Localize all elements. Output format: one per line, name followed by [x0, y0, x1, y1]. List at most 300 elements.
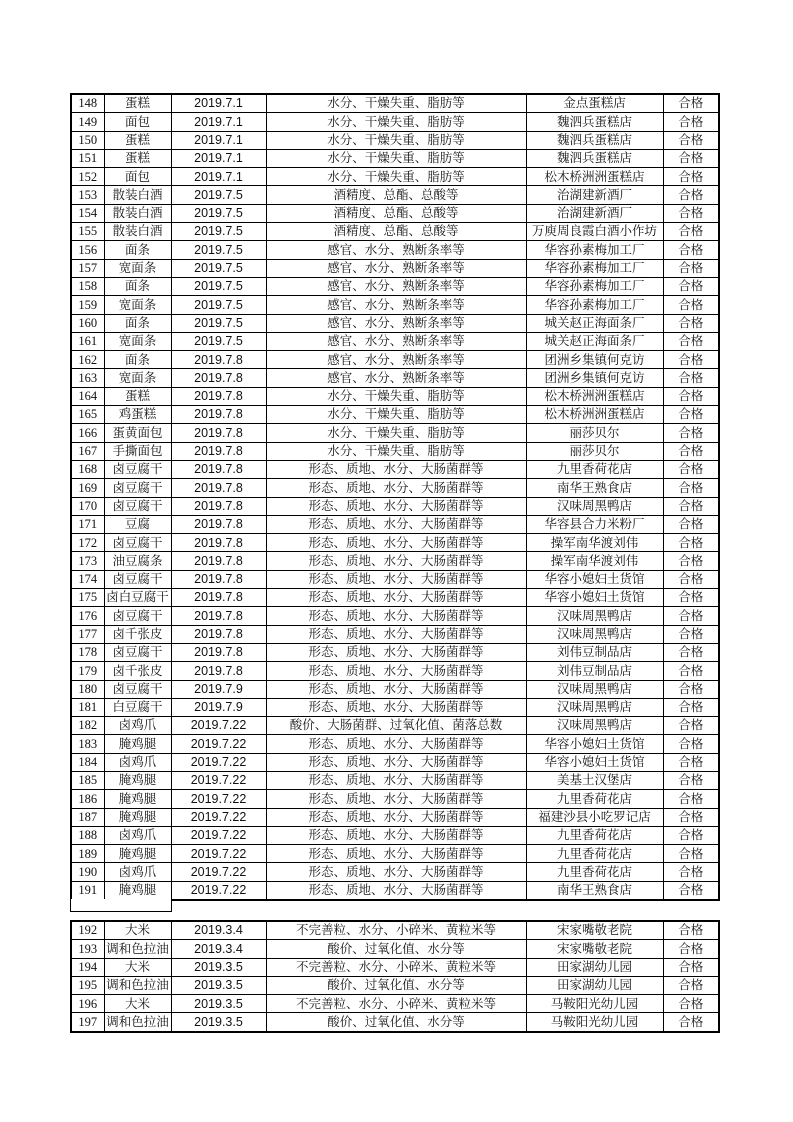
table-row: [71, 296, 719, 314]
cell-sampled-unit: 九里香荷花店: [526, 863, 663, 881]
cell-food-name: 腌鸡腿: [104, 808, 171, 826]
cell-sample-date: 2019.7.5: [171, 259, 266, 277]
cell-row-index: 190: [71, 863, 104, 881]
table-row: [71, 515, 719, 533]
cell-test-items: 形态、质地、水分、大肠菌群等: [266, 881, 526, 900]
table-row: [71, 442, 719, 460]
cell-row-index: 148: [71, 94, 104, 113]
cell-result: 合格: [663, 168, 719, 186]
cell-sampled-unit: 九里香荷花店: [526, 826, 663, 844]
cell-result: 合格: [663, 753, 719, 771]
cell-test-items: 酒精度、总酯、总酸等: [266, 204, 526, 222]
cell-food-name: 卤豆腐干: [104, 479, 171, 497]
cell-sample-date: 2019.3.4: [171, 940, 266, 958]
cell-sample-date: 2019.7.8: [171, 607, 266, 625]
table-row: [71, 223, 719, 241]
cell-sample-date: 2019.7.22: [171, 826, 266, 844]
cell-result: 合格: [663, 921, 719, 940]
cell-result: 合格: [663, 976, 719, 994]
cell-sample-date: 2019.7.8: [171, 534, 266, 552]
cell-food-name: 宽面条: [104, 259, 171, 277]
cell-result: 合格: [663, 1013, 719, 1032]
cell-food-name: 面包: [104, 168, 171, 186]
table-row: [71, 149, 719, 167]
cell-food-name: 面条: [104, 351, 171, 369]
cell-sample-date: 2019.7.8: [171, 387, 266, 405]
table-row: [71, 643, 719, 661]
cell-test-items: 酸价、过氧化值、水分等: [266, 940, 526, 958]
cell-test-items: 感官、水分、熟断条率等: [266, 277, 526, 295]
cell-test-items: 形态、质地、水分、大肠菌群等: [266, 735, 526, 753]
cell-result: 合格: [663, 479, 719, 497]
cell-sample-date: 2019.7.22: [171, 771, 266, 789]
cell-sample-date: 2019.7.1: [171, 168, 266, 186]
cell-test-items: 感官、水分、熟断条率等: [266, 332, 526, 350]
cell-result: 合格: [663, 387, 719, 405]
cell-row-index: 164: [71, 387, 104, 405]
table-row: [71, 552, 719, 570]
table-row: [71, 881, 719, 900]
cell-food-name: 调和色拉油: [104, 940, 171, 958]
cell-test-items: 不完善粒、水分、小碎米、黄粒米等: [266, 995, 526, 1013]
cell-row-index: 166: [71, 424, 104, 442]
cell-sampled-unit: 丽莎贝尔: [526, 424, 663, 442]
cell-food-name: 油豆腐条: [104, 552, 171, 570]
table-row: [71, 497, 719, 515]
cell-test-items: 感官、水分、熟断条率等: [266, 296, 526, 314]
cell-sampled-unit: 马鞍阳光幼儿园: [526, 1013, 663, 1032]
cell-sample-date: 2019.7.8: [171, 515, 266, 533]
cell-result: 合格: [663, 625, 719, 643]
cell-food-name: 腌鸡腿: [104, 881, 171, 900]
table-row: [71, 607, 719, 625]
table-row: [71, 241, 719, 259]
cell-result: 合格: [663, 424, 719, 442]
cell-test-items: 水分、干燥失重、脂肪等: [266, 406, 526, 424]
table-body: [71, 94, 719, 900]
cell-test-items: 水分、干燥失重、脂肪等: [266, 149, 526, 167]
cell-test-items: 水分、干燥失重、脂肪等: [266, 131, 526, 149]
cell-row-index: 177: [71, 625, 104, 643]
cell-test-items: 水分、干燥失重、脂肪等: [266, 442, 526, 460]
cell-row-index: 180: [71, 680, 104, 698]
cell-food-name: 卤鸡爪: [104, 717, 171, 735]
cell-test-items: 形态、质地、水分、大肠菌群等: [266, 863, 526, 881]
cell-test-items: 形态、质地、水分、大肠菌群等: [266, 534, 526, 552]
cell-test-items: 形态、质地、水分、大肠菌群等: [266, 625, 526, 643]
cell-result: 合格: [663, 369, 719, 387]
cell-sample-date: 2019.7.22: [171, 845, 266, 863]
cell-sampled-unit: 万庾周良霞白酒小作坊: [526, 223, 663, 241]
cell-food-name: 卤鸡爪: [104, 826, 171, 844]
cell-food-name: 蛋糕: [104, 387, 171, 405]
cell-row-index: 197: [71, 1013, 104, 1032]
table-row: [71, 259, 719, 277]
table-row: [71, 113, 719, 131]
cell-test-items: 感官、水分、熟断条率等: [266, 259, 526, 277]
cell-test-items: 水分、干燥失重、脂肪等: [266, 94, 526, 113]
cell-result: 合格: [663, 662, 719, 680]
cell-sample-date: 2019.7.5: [171, 186, 266, 204]
table-row: [71, 168, 719, 186]
cell-result: 合格: [663, 534, 719, 552]
cell-row-index: 189: [71, 845, 104, 863]
cell-food-name: 大米: [104, 921, 171, 940]
cell-sample-date: 2019.3.5: [171, 1013, 266, 1032]
cell-sampled-unit: 华容小媳妇土货馆: [526, 753, 663, 771]
cell-sample-date: 2019.7.1: [171, 94, 266, 113]
cell-food-name: 卤千张皮: [104, 662, 171, 680]
cell-sampled-unit: 刘伟豆制品店: [526, 662, 663, 680]
cell-sampled-unit: 魏泗兵蛋糕店: [526, 113, 663, 131]
cell-sampled-unit: 汉味周黑鸭店: [526, 717, 663, 735]
cell-test-items: 形态、质地、水分、大肠菌群等: [266, 662, 526, 680]
cell-food-name: 卤豆腐干: [104, 460, 171, 478]
cell-row-index: 156: [71, 241, 104, 259]
cell-result: 合格: [663, 771, 719, 789]
cell-row-index: 181: [71, 698, 104, 716]
table-row: [71, 94, 719, 113]
cell-sampled-unit: 华容小媳妇土货馆: [526, 735, 663, 753]
table-row: [71, 479, 719, 497]
cell-row-index: 157: [71, 259, 104, 277]
cell-row-index: 173: [71, 552, 104, 570]
cell-test-items: 感官、水分、熟断条率等: [266, 351, 526, 369]
table-row: [71, 387, 719, 405]
table-row: [71, 790, 719, 808]
cell-test-items: 形态、质地、水分、大肠菌群等: [266, 826, 526, 844]
cell-row-index: 179: [71, 662, 104, 680]
cell-sample-date: 2019.7.5: [171, 204, 266, 222]
cell-sampled-unit: 华容县合力米粉厂: [526, 515, 663, 533]
cell-food-name: 腌鸡腿: [104, 771, 171, 789]
cell-row-index: 158: [71, 277, 104, 295]
cell-sampled-unit: 汉味周黑鸭店: [526, 497, 663, 515]
cell-sampled-unit: 华容小媳妇土货馆: [526, 589, 663, 607]
cell-sampled-unit: 美基土汉堡店: [526, 771, 663, 789]
cell-sampled-unit: 操军南华渡刘伟: [526, 534, 663, 552]
cell-sampled-unit: 城关赵正海面条厂: [526, 314, 663, 332]
cell-test-items: 酸价、过氧化值、水分等: [266, 1013, 526, 1032]
cell-test-items: 感官、水分、熟断条率等: [266, 314, 526, 332]
cell-sampled-unit: 松木桥洲洲蛋糕店: [526, 387, 663, 405]
cell-sampled-unit: 团洲乡集镇何克访: [526, 369, 663, 387]
cell-food-name: 面条: [104, 277, 171, 295]
cell-sample-date: 2019.7.9: [171, 698, 266, 716]
cell-row-index: 161: [71, 332, 104, 350]
cell-sampled-unit: 九里香荷花店: [526, 790, 663, 808]
table-row: [71, 698, 719, 716]
cell-sample-date: 2019.7.8: [171, 369, 266, 387]
cell-result: 合格: [663, 460, 719, 478]
cell-test-items: 不完善粒、水分、小碎米、黄粒米等: [266, 958, 526, 976]
cell-result: 合格: [663, 881, 719, 900]
cell-result: 合格: [663, 863, 719, 881]
cell-sampled-unit: 田家湖幼儿园: [526, 958, 663, 976]
cell-row-index: 163: [71, 369, 104, 387]
table-row: [71, 717, 719, 735]
cell-sampled-unit: 南华王熟食店: [526, 479, 663, 497]
cell-result: 合格: [663, 204, 719, 222]
cell-sampled-unit: 城关赵正海面条厂: [526, 332, 663, 350]
table-row: [71, 680, 719, 698]
cell-result: 合格: [663, 940, 719, 958]
cell-sample-date: 2019.7.5: [171, 223, 266, 241]
cell-sampled-unit: 操军南华渡刘伟: [526, 552, 663, 570]
cell-sampled-unit: 松木桥洲洲蛋糕店: [526, 168, 663, 186]
cell-sample-date: 2019.7.8: [171, 643, 266, 661]
cell-food-name: 鸡蛋糕: [104, 406, 171, 424]
cell-sample-date: 2019.7.8: [171, 424, 266, 442]
table-row: [71, 204, 719, 222]
cell-result: 合格: [663, 497, 719, 515]
cell-row-index: 185: [71, 771, 104, 789]
cell-result: 合格: [663, 406, 719, 424]
cell-row-index: 186: [71, 790, 104, 808]
cell-row-index: 149: [71, 113, 104, 131]
cell-result: 合格: [663, 643, 719, 661]
table-row: [71, 753, 719, 771]
cell-sample-date: 2019.7.8: [171, 662, 266, 680]
table-row: [71, 314, 719, 332]
table-row: [71, 826, 719, 844]
cell-sampled-unit: 汉味周黑鸭店: [526, 698, 663, 716]
cell-food-name: 散装白酒: [104, 223, 171, 241]
table-row: [71, 332, 719, 350]
cell-sampled-unit: 团洲乡集镇何克访: [526, 351, 663, 369]
cell-row-index: 171: [71, 515, 104, 533]
table-row: [71, 940, 719, 958]
cell-row-index: 194: [71, 958, 104, 976]
cell-sampled-unit: 华容小媳妇土货馆: [526, 570, 663, 588]
cell-sample-date: 2019.3.5: [171, 995, 266, 1013]
cell-sampled-unit: 华容孙素梅加工厂: [526, 296, 663, 314]
cell-food-name: 调和色拉油: [104, 976, 171, 994]
cell-food-name: 大米: [104, 958, 171, 976]
table-row: [71, 808, 719, 826]
cell-sample-date: 2019.7.22: [171, 753, 266, 771]
cell-result: 合格: [663, 552, 719, 570]
cell-result: 合格: [663, 314, 719, 332]
cell-food-name: 卤白豆腐干: [104, 589, 171, 607]
cell-row-index: 155: [71, 223, 104, 241]
cell-food-name: 面条: [104, 314, 171, 332]
cell-sampled-unit: 华容孙素梅加工厂: [526, 277, 663, 295]
cell-test-items: 形态、质地、水分、大肠菌群等: [266, 771, 526, 789]
cell-food-name: 卤鸡爪: [104, 753, 171, 771]
inspection-results-table-main: [70, 93, 720, 901]
cell-sample-date: 2019.7.1: [171, 131, 266, 149]
cell-row-index: 162: [71, 351, 104, 369]
cell-row-index: 152: [71, 168, 104, 186]
cell-sample-date: 2019.7.5: [171, 277, 266, 295]
table-row: [71, 570, 719, 588]
cell-test-items: 感官、水分、熟断条率等: [266, 241, 526, 259]
cell-test-items: 酸价、过氧化值、水分等: [266, 976, 526, 994]
table-row: [71, 625, 719, 643]
cell-food-name: 卤鸡爪: [104, 863, 171, 881]
cell-result: 合格: [663, 94, 719, 113]
cell-sampled-unit: 治湖建新酒厂: [526, 204, 663, 222]
table-row: [71, 1013, 719, 1032]
table-row: [71, 589, 719, 607]
cell-test-items: 水分、干燥失重、脂肪等: [266, 387, 526, 405]
cell-test-items: 形态、质地、水分、大肠菌群等: [266, 479, 526, 497]
cell-row-index: 169: [71, 479, 104, 497]
cell-sample-date: 2019.7.22: [171, 717, 266, 735]
cell-row-index: 174: [71, 570, 104, 588]
cell-result: 合格: [663, 845, 719, 863]
cell-row-index: 170: [71, 497, 104, 515]
cell-test-items: 形态、质地、水分、大肠菌群等: [266, 790, 526, 808]
cell-sample-date: 2019.7.8: [171, 625, 266, 643]
cell-row-index: 195: [71, 976, 104, 994]
cell-row-index: 165: [71, 406, 104, 424]
cell-sampled-unit: 汉味周黑鸭店: [526, 680, 663, 698]
cell-result: 合格: [663, 958, 719, 976]
cell-sampled-unit: 松木桥洲洲蛋糕店: [526, 406, 663, 424]
cell-test-items: 形态、质地、水分、大肠菌群等: [266, 698, 526, 716]
cell-result: 合格: [663, 442, 719, 460]
cell-sampled-unit: 丽莎贝尔: [526, 442, 663, 460]
cell-row-index: 175: [71, 589, 104, 607]
cell-sample-date: 2019.7.8: [171, 589, 266, 607]
cell-food-name: 卤豆腐干: [104, 570, 171, 588]
table-row: [71, 277, 719, 295]
cell-sampled-unit: 宋家嘴敬老院: [526, 921, 663, 940]
cell-food-name: 卤豆腐干: [104, 643, 171, 661]
cell-food-name: 散装白酒: [104, 204, 171, 222]
table-row: [71, 534, 719, 552]
cell-sample-date: 2019.7.22: [171, 808, 266, 826]
table-row: [71, 186, 719, 204]
cell-test-items: 酒精度、总酯、总酸等: [266, 223, 526, 241]
cell-test-items: 不完善粒、水分、小碎米、黄粒米等: [266, 921, 526, 940]
cell-row-index: 184: [71, 753, 104, 771]
cell-row-index: 188: [71, 826, 104, 844]
empty-stub-cell: [70, 899, 172, 912]
cell-food-name: 卤豆腐干: [104, 680, 171, 698]
cell-result: 合格: [663, 790, 719, 808]
cell-row-index: 176: [71, 607, 104, 625]
cell-row-index: 153: [71, 186, 104, 204]
cell-result: 合格: [663, 570, 719, 588]
cell-sampled-unit: 马鞍阳光幼儿园: [526, 995, 663, 1013]
cell-result: 合格: [663, 296, 719, 314]
cell-test-items: 水分、干燥失重、脂肪等: [266, 113, 526, 131]
table-row: [71, 771, 719, 789]
cell-sample-date: 2019.7.5: [171, 296, 266, 314]
cell-food-name: 宽面条: [104, 369, 171, 387]
table-row: [71, 863, 719, 881]
cell-row-index: 191: [71, 881, 104, 900]
inspection-results-table-secondary: [70, 920, 720, 1033]
cell-result: 合格: [663, 223, 719, 241]
table-row: [71, 460, 719, 478]
cell-row-index: 193: [71, 940, 104, 958]
cell-sampled-unit: 汉味周黑鸭店: [526, 607, 663, 625]
cell-test-items: 形态、质地、水分、大肠菌群等: [266, 845, 526, 863]
cell-result: 合格: [663, 698, 719, 716]
cell-test-items: 感官、水分、熟断条率等: [266, 369, 526, 387]
cell-food-name: 散装白酒: [104, 186, 171, 204]
cell-result: 合格: [663, 332, 719, 350]
cell-food-name: 豆腐: [104, 515, 171, 533]
table-row: [71, 735, 719, 753]
cell-sample-date: 2019.3.5: [171, 958, 266, 976]
cell-food-name: 蛋黄面包: [104, 424, 171, 442]
table-row: [71, 351, 719, 369]
cell-result: 合格: [663, 515, 719, 533]
cell-food-name: 调和色拉油: [104, 1013, 171, 1032]
cell-sample-date: 2019.7.8: [171, 570, 266, 588]
cell-test-items: 酒精度、总酯、总酸等: [266, 186, 526, 204]
cell-food-name: 大米: [104, 995, 171, 1013]
cell-result: 合格: [663, 131, 719, 149]
cell-row-index: 178: [71, 643, 104, 661]
cell-sampled-unit: 南华王熟食店: [526, 881, 663, 900]
table-row: [71, 662, 719, 680]
cell-sample-date: 2019.7.1: [171, 113, 266, 131]
cell-sampled-unit: 田家湖幼儿园: [526, 976, 663, 994]
cell-row-index: 172: [71, 534, 104, 552]
cell-food-name: 腌鸡腿: [104, 735, 171, 753]
cell-test-items: 形态、质地、水分、大肠菌群等: [266, 552, 526, 570]
cell-sampled-unit: 九里香荷花店: [526, 460, 663, 478]
cell-row-index: 187: [71, 808, 104, 826]
cell-row-index: 160: [71, 314, 104, 332]
cell-sample-date: 2019.7.22: [171, 735, 266, 753]
table-row: [71, 976, 719, 994]
cell-sampled-unit: 宋家嘴敬老院: [526, 940, 663, 958]
cell-sample-date: 2019.7.8: [171, 497, 266, 515]
cell-sampled-unit: 华容孙素梅加工厂: [526, 259, 663, 277]
cell-sample-date: 2019.7.22: [171, 881, 266, 900]
cell-result: 合格: [663, 680, 719, 698]
cell-sample-date: 2019.7.5: [171, 332, 266, 350]
table-row: [71, 995, 719, 1013]
cell-row-index: 168: [71, 460, 104, 478]
table-row: [71, 131, 719, 149]
cell-sample-date: 2019.7.8: [171, 460, 266, 478]
cell-result: 合格: [663, 808, 719, 826]
cell-result: 合格: [663, 351, 719, 369]
table-row: [71, 958, 719, 976]
cell-test-items: 水分、干燥失重、脂肪等: [266, 168, 526, 186]
cell-food-name: 腌鸡腿: [104, 845, 171, 863]
cell-result: 合格: [663, 607, 719, 625]
cell-sample-date: 2019.7.8: [171, 442, 266, 460]
cell-row-index: 182: [71, 717, 104, 735]
cell-food-name: 卤豆腐干: [104, 497, 171, 515]
cell-sample-date: 2019.3.5: [171, 976, 266, 994]
cell-result: 合格: [663, 113, 719, 131]
cell-food-name: 白豆腐干: [104, 698, 171, 716]
cell-food-name: 蛋糕: [104, 149, 171, 167]
cell-sampled-unit: 金点蛋糕店: [526, 94, 663, 113]
cell-sample-date: 2019.7.8: [171, 406, 266, 424]
cell-row-index: 192: [71, 921, 104, 940]
cell-food-name: 蛋糕: [104, 94, 171, 113]
cell-row-index: 150: [71, 131, 104, 149]
cell-sample-date: 2019.7.22: [171, 863, 266, 881]
cell-row-index: 154: [71, 204, 104, 222]
cell-food-name: 腌鸡腿: [104, 790, 171, 808]
cell-test-items: 水分、干燥失重、脂肪等: [266, 424, 526, 442]
cell-food-name: 卤千张皮: [104, 625, 171, 643]
cell-row-index: 159: [71, 296, 104, 314]
cell-sampled-unit: 魏泗兵蛋糕店: [526, 131, 663, 149]
